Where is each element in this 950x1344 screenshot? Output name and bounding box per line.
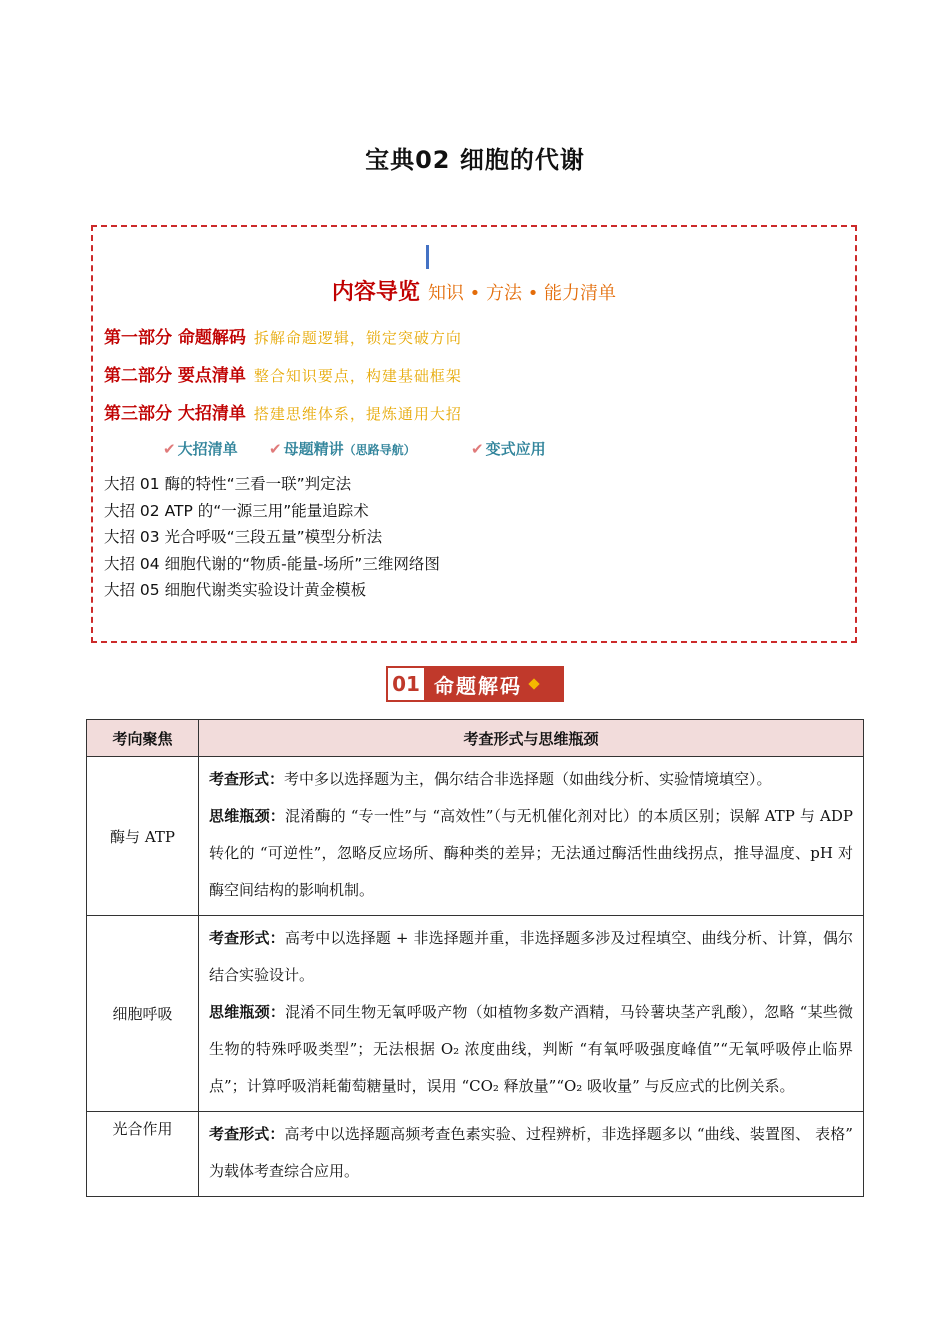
document-title: 宝典02 细胞的代谢 [365,146,585,174]
content-guide-box [91,225,857,643]
part-desc: 整合知识要点，构建基础框架 [253,367,462,385]
part-title: 第一部分 命题解码 [104,328,246,348]
form-label: 考查形式： [209,770,285,788]
column-header: 考向聚焦 [87,720,199,757]
content-cell [199,1112,864,1197]
topic-cell: 酶与 ATP [87,757,199,916]
bottleneck-label: 思维瓶颈： [209,1003,286,1021]
content-cell [199,757,864,916]
bottleneck-text: 混淆不同生物无氧呼吸产物（如植物多数产酒精，马铃薯块茎产乳酸），忽略 “某些微生物的特殊呼吸类型”；无法根据 O₂ 浓度曲线，判断 “有氧呼吸强度峰值”“无氧呼吸停止临界点”；计算呼吸消耗葡萄糖量时，误用 “CO₂ 释放量”“O₂ 吸收量” 与反应式的比例关系。 [209,1003,853,1095]
diamond-icon [528,678,539,689]
tag-variant-application: ✔ 变式应用 [471,440,546,458]
form-label: 考查形式： [209,929,285,947]
moves-list [104,471,440,604]
list-item: 大招 03 光合呼吸“三段五量”模型分析法 [104,528,383,546]
part-title: 第二部分 要点清单 [104,366,246,386]
form-text: 高考中以选择题高频考查色素实验、过程辨析，非选择题多以 “曲线、装置图、 表格” 为载体考查综合应用。 [209,1125,853,1180]
table-row [87,916,864,1112]
guide-heading [93,275,855,306]
tag-moves-list: ✔ 大招清单 [163,440,238,458]
check-icon: ✔ [471,440,484,458]
guide-part-2 [104,361,462,386]
table-header-row [87,720,864,757]
bottleneck-text: 混淆酶的 “专一性”与 “高效性”（与无机催化剂对比）的本质区别；误解 ATP 与 ADP 转化的 “可逆性”，忽略反应场所、酶种类的差异；无法通过酶活性曲线拐点，推导温度、pH 对酶空间结构的影响机制。 [209,807,853,899]
content-cell [199,916,864,1112]
guide-accent-bar [426,245,429,269]
topic-cell: 细胞呼吸 [87,916,199,1112]
guide-heading-sub: 知识 • 方法 • 能力清单 [427,283,617,304]
section-badge [386,666,564,702]
bottleneck-label: 思维瓶颈： [209,807,286,825]
check-icon: ✔ [269,440,282,458]
guide-part-1 [104,323,462,348]
exam-analysis-table [86,719,864,1197]
table-row [87,757,864,916]
form-text: 考中多以选择题为主，偶尔结合非选择题（如曲线分析、实验情境填空）。 [284,770,772,788]
tag-mother-problem: ✔ 母题精讲（思路导航） [269,440,416,458]
table-row [87,1112,864,1197]
part-desc: 拆解命题逻辑，锁定突破方向 [253,329,462,347]
part-title: 第三部分 大招清单 [104,404,246,424]
column-header: 考查形式与思维瓶颈 [199,720,864,757]
topic-cell: 光合作用 [87,1112,199,1197]
check-icon: ✔ [163,440,176,458]
list-item: 大招 05 细胞代谢类实验设计黄金模板 [104,581,367,599]
list-item: 大招 02 ATP 的“一源三用”能量追踪术 [104,501,369,520]
section-label: 命题解码 [434,673,522,698]
form-label: 考查形式： [209,1125,285,1143]
guide-part-3 [104,399,462,424]
form-text: 高考中以选择题 + 非选择题并重，非选择题多涉及过程填空、曲线分析、计算，偶尔结合实验设计。 [209,929,853,984]
list-item: 大招 04 细胞代谢的“物质-能量-场所”三维网络图 [104,554,440,573]
section-number: 01 [388,668,424,700]
list-item: 大招 01 酶的特性“三看一联”判定法 [104,475,352,493]
part-desc: 搭建思维体系，提炼通用大招 [253,405,462,423]
guide-heading-main: 内容导览 [331,280,420,305]
